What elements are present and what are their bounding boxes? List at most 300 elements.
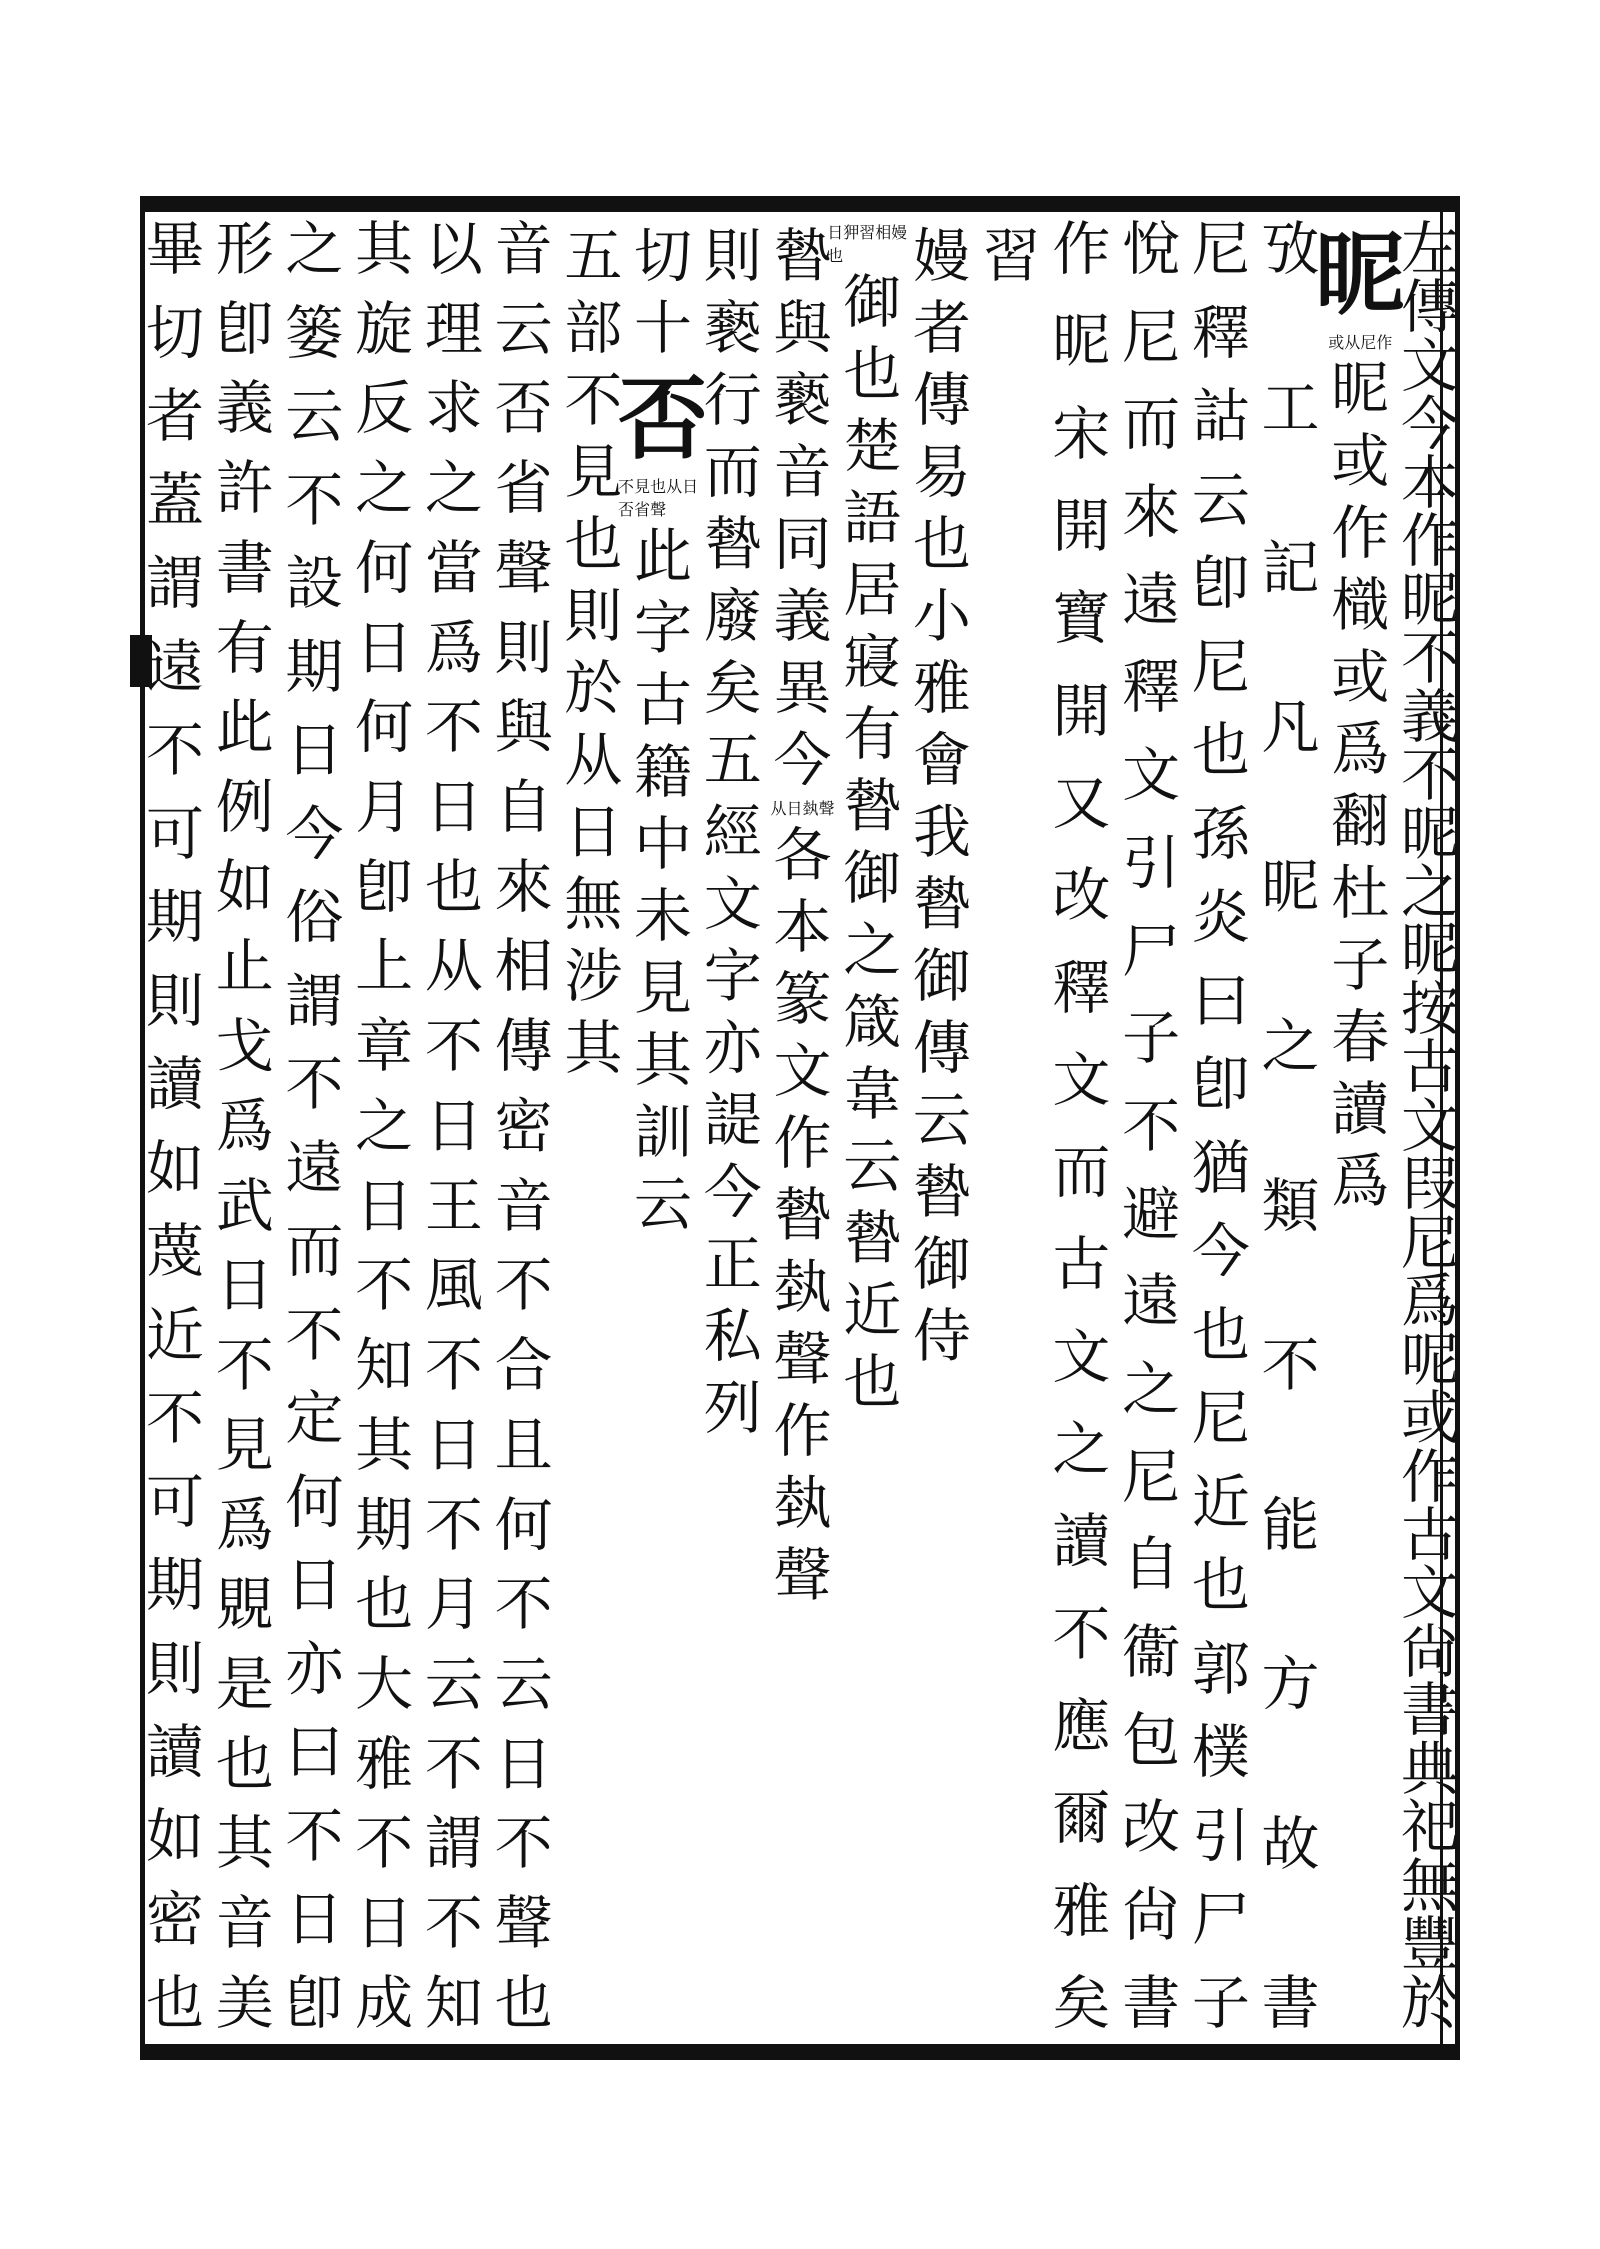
glyph: 文 [1052, 1322, 1111, 1391]
glyph: 尼 [1191, 220, 1250, 283]
glyph: 尸 [1122, 916, 1181, 985]
glyph: 典 [1400, 1734, 1459, 1803]
glyph: 書 [215, 533, 274, 602]
glyph: 其 [355, 220, 414, 283]
glyph: 春 [1331, 1003, 1390, 1071]
glyph: 當 [424, 533, 483, 602]
glyph: 切 [634, 222, 693, 290]
glyph: 从 [424, 932, 483, 1001]
text-segment [704, 220, 762, 724]
glyph: 不 [494, 1570, 553, 1639]
glyph: 不 [564, 366, 623, 434]
glyph: 云 [494, 1649, 553, 1718]
glyph: 韋 [843, 1060, 902, 1128]
glyph: 之 [1400, 857, 1459, 926]
glyph: 衞 [1122, 1618, 1181, 1686]
glyph: 求 [424, 374, 483, 443]
glyph: 改 [1122, 1793, 1181, 1862]
glyph: 美 [215, 1968, 274, 2032]
glyph: 可 [145, 1467, 204, 1536]
glyph: 者 [912, 294, 971, 362]
glyph: 作 [1400, 507, 1459, 576]
glyph: 讀 [145, 1050, 204, 1119]
glyph: 矣 [1052, 1968, 1111, 2032]
glyph: 行 [703, 366, 762, 434]
glyph: 卽 [215, 294, 274, 363]
glyph: 謂 [285, 966, 344, 1035]
glyph: 引 [1122, 828, 1181, 897]
glyph: 宋 [1052, 399, 1111, 468]
glyph: 與 [773, 294, 832, 362]
glyph: 不 [1261, 1331, 1320, 1400]
glyph: 月 [424, 1570, 483, 1639]
glyph: 可 [145, 799, 204, 868]
glyph: 文 [1400, 1559, 1459, 1628]
glyph: 記 [1261, 533, 1320, 602]
glyph: 也 [1191, 1551, 1250, 1620]
glyph: 王 [424, 1171, 483, 1240]
glyph: 之 [1261, 1012, 1320, 1081]
glyph: 風 [424, 1251, 483, 1320]
glyph: 古 [1052, 1230, 1111, 1299]
glyph: 昵 [1331, 355, 1390, 423]
glyph: 工 [1261, 374, 1320, 443]
glyph: 蓋 [145, 465, 204, 534]
glyph: 覞 [215, 1570, 274, 1639]
glyph: 聲 [494, 533, 553, 602]
glyph: 今 [285, 799, 344, 868]
glyph: 月 [355, 773, 414, 842]
text-column [1047, 220, 1115, 2032]
glyph: 叚 [1400, 1150, 1459, 1219]
glyph: 爲 [1331, 1147, 1390, 1215]
glyph: 則 [145, 966, 204, 1035]
glyph: 楚 [843, 412, 902, 480]
glyph: 義 [773, 582, 832, 650]
glyph: 文 [1400, 331, 1459, 400]
headword-glyph: 从 [666, 477, 683, 496]
glyph: 則 [564, 582, 623, 650]
glyph: 雅 [912, 654, 971, 722]
glyph: 聲 [773, 1541, 832, 1609]
glyph: 云 [1191, 465, 1250, 534]
text-column [420, 220, 488, 2032]
glyph: 或 [1331, 427, 1390, 495]
glyph: 改 [1052, 861, 1111, 930]
glyph: 卽 [1191, 549, 1250, 618]
glyph: 許 [215, 454, 274, 523]
glyph: 暬 [703, 510, 762, 578]
text-segment [704, 724, 762, 1444]
glyph: 義 [215, 374, 274, 443]
glyph: 郭 [1191, 1634, 1250, 1703]
glyph: 正 [703, 1230, 762, 1298]
glyph: 知 [424, 1968, 483, 2032]
glyph: 形 [215, 220, 274, 283]
glyph: 書 [1400, 1676, 1459, 1745]
glyph: 無 [564, 870, 623, 938]
glyph: 嫚 [912, 222, 971, 290]
glyph: 今 [773, 726, 832, 794]
glyph: 否 [494, 374, 553, 443]
glyph: 遠 [145, 632, 204, 701]
glyph: 猶 [1191, 1133, 1250, 1202]
text-segment [983, 220, 1041, 292]
glyph: 悅 [1122, 220, 1181, 283]
glyph: 自 [1122, 1530, 1181, 1599]
headword-glyph: 从 [770, 799, 787, 818]
glyph: 日 [285, 1551, 344, 1620]
glyph: 云 [285, 382, 344, 451]
glyph: 云 [424, 1649, 483, 1718]
glyph: 反 [355, 374, 414, 443]
headword-glyph: 嫚 [891, 223, 908, 242]
text-column [141, 220, 209, 2032]
headword-glyph: 否 [618, 500, 635, 519]
glyph: 我 [912, 798, 971, 866]
glyph: 近 [843, 1276, 902, 1344]
glyph: 雅 [355, 1729, 414, 1798]
glyph: 尼 [1191, 1384, 1250, 1453]
glyph: 日 [355, 613, 414, 682]
glyph: 不 [285, 1300, 344, 1369]
glyph: 自 [494, 773, 553, 842]
glyph: 不 [1052, 1599, 1111, 1668]
glyph: 不 [424, 1889, 483, 1958]
glyph: 日 [355, 1171, 414, 1240]
glyph: 日 [355, 1889, 414, 1958]
seal-glyph: 否 [618, 366, 709, 472]
glyph: 類 [1261, 1171, 1320, 1240]
glyph: 翻 [1331, 787, 1390, 855]
glyph: 武 [215, 1171, 274, 1240]
glyph: 日 [494, 1729, 553, 1798]
glyph: 私 [703, 1302, 762, 1370]
glyph: 褻 [703, 294, 762, 362]
glyph: 埶 [773, 1469, 832, 1537]
glyph: 五 [703, 726, 762, 794]
glyph: 密 [145, 1885, 204, 1954]
glyph: 經 [703, 798, 762, 866]
glyph: 異 [773, 654, 832, 722]
glyph: 爲 [424, 613, 483, 682]
glyph: 故 [1261, 1809, 1320, 1878]
glyph: 籍 [634, 738, 693, 806]
glyph: 也 [843, 340, 902, 408]
glyph: 訓 [634, 1098, 693, 1166]
text-segment [773, 819, 831, 1611]
glyph: 不 [355, 1251, 414, 1320]
glyph: 大 [355, 1649, 414, 1718]
text-segment [564, 364, 622, 1084]
glyph: 期 [145, 883, 204, 952]
text-column [211, 220, 279, 2032]
glyph: 也 [1191, 716, 1250, 785]
glyph: 不 [424, 693, 483, 762]
glyph: 小 [912, 582, 971, 650]
glyph: 有 [843, 700, 902, 768]
glyph: 御 [912, 1230, 971, 1298]
glyph: 云 [494, 294, 553, 363]
text-column [490, 220, 558, 2032]
glyph: 之 [843, 916, 902, 984]
glyph: 篆 [773, 965, 832, 1033]
glyph: 作 [773, 1397, 832, 1465]
glyph: 開 [1052, 676, 1111, 745]
glyph: 也 [564, 510, 623, 578]
headword-glyph: 从 [1344, 333, 1361, 352]
glyph: 諟 [703, 1086, 762, 1154]
glyph: 書 [1261, 1968, 1320, 2032]
glyph: 爲 [215, 1091, 274, 1160]
glyph: 樸 [1191, 1718, 1250, 1787]
glyph: 侍 [912, 1302, 971, 1370]
glyph: 遠 [1122, 565, 1181, 634]
glyph: 文 [1400, 1091, 1459, 1160]
glyph: 古 [634, 666, 693, 734]
glyph: 避 [1122, 1179, 1181, 1248]
glyph: 成 [355, 1968, 414, 2032]
glyph: 於 [564, 654, 623, 722]
glyph: 爲 [215, 1490, 274, 1559]
glyph: 如 [145, 1801, 204, 1870]
glyph: 子 [1122, 1004, 1181, 1073]
glyph: 攷 [1261, 220, 1320, 283]
glyph: 云 [843, 1132, 902, 1200]
glyph: 昵 [1400, 799, 1459, 868]
headword-glyph: 埶 [802, 799, 819, 818]
glyph: 傳 [912, 1014, 971, 1082]
glyph: 褻 [773, 366, 832, 434]
glyph: 雅 [1052, 1876, 1111, 1945]
headword-glyph: 狎 [843, 223, 860, 242]
glyph: 習 [982, 222, 1041, 290]
glyph: 日 [564, 798, 623, 866]
glyph: 尸 [1191, 1885, 1250, 1954]
glyph: 而 [1122, 390, 1181, 459]
text-segment [1328, 330, 1392, 353]
glyph: 如 [215, 852, 274, 921]
glyph: 是 [215, 1649, 274, 1718]
glyph: 之 [1052, 1415, 1111, 1484]
glyph: 今 [1400, 390, 1459, 459]
glyph: 中 [634, 810, 693, 878]
glyph: 上 [355, 932, 414, 1001]
glyph: 也 [912, 510, 971, 578]
glyph: 居 [843, 556, 902, 624]
glyph: 日 [215, 1251, 274, 1320]
glyph: 詁 [1191, 382, 1250, 451]
glyph: 期 [355, 1490, 414, 1559]
glyph: 旋 [355, 294, 414, 363]
glyph: 尙 [1400, 1617, 1459, 1686]
glyph: 御 [843, 844, 902, 912]
glyph: 遠 [1122, 1267, 1181, 1336]
glyph: 理 [424, 294, 483, 363]
glyph: 左 [1400, 220, 1459, 283]
glyph: 期 [145, 1551, 204, 1620]
text-segment [770, 796, 834, 819]
glyph: 釋 [1122, 653, 1181, 722]
glyph: 卽 [285, 1968, 344, 2032]
glyph: 有 [215, 613, 274, 682]
headword-glyph: 日 [827, 223, 844, 242]
glyph: 列 [703, 1374, 762, 1442]
glyph: 音 [494, 1171, 553, 1240]
glyph: 遠 [285, 1133, 344, 1202]
glyph: 古 [1400, 1033, 1459, 1102]
glyph: 御 [843, 268, 902, 336]
glyph: 今 [703, 1158, 762, 1226]
glyph: 昵 [1261, 852, 1320, 921]
glyph: 能 [1261, 1490, 1320, 1559]
glyph: 字 [634, 594, 693, 662]
glyph: 曰 [1191, 966, 1250, 1035]
glyph: 讀 [145, 1718, 204, 1787]
glyph: 以 [424, 220, 483, 283]
glyph: 此 [215, 693, 274, 762]
glyph: 開 [1052, 491, 1111, 560]
glyph: 寢 [843, 628, 902, 696]
glyph: 密 [494, 1091, 553, 1160]
glyph: 本 [1400, 448, 1459, 517]
glyph: 易 [912, 438, 971, 506]
glyph: 何 [285, 1467, 344, 1536]
glyph: 傳 [1400, 273, 1459, 342]
glyph: 定 [285, 1384, 344, 1453]
glyph: 傳 [912, 366, 971, 434]
glyph: 何 [494, 1490, 553, 1559]
glyph: 而 [285, 1217, 344, 1286]
glyph: 卽 [1191, 1050, 1250, 1119]
glyph: 祀 [1400, 1793, 1459, 1862]
glyph: 不 [424, 1012, 483, 1081]
glyph: 暬 [773, 222, 832, 290]
glyph: 不 [1122, 1091, 1181, 1160]
glyph: 釋 [1191, 298, 1250, 367]
glyph: 聲 [773, 1325, 832, 1393]
glyph: 今 [1191, 1217, 1250, 1286]
glyph: 近 [145, 1300, 204, 1369]
glyph: 設 [285, 549, 344, 618]
glyph: 暬 [843, 1204, 902, 1272]
headword-glyph: 尼 [1360, 333, 1377, 352]
glyph: 不 [1400, 741, 1459, 810]
glyph: 日 [285, 1885, 344, 1954]
glyph: 尼 [1122, 1442, 1181, 1511]
glyph: 引 [1191, 1801, 1250, 1870]
glyph: 爲 [1400, 1267, 1459, 1336]
headword-glyph: 聲 [650, 500, 667, 519]
glyph: 之 [285, 220, 344, 283]
glyph: 又 [1052, 768, 1111, 837]
glyph: 包 [1122, 1705, 1181, 1774]
text-segment [634, 520, 692, 1240]
glyph: 不 [424, 1490, 483, 1559]
glyph: 子 [1191, 1968, 1250, 2032]
glyph: 而 [1052, 1138, 1111, 1207]
glyph: 省 [494, 454, 553, 523]
glyph: 讀 [1052, 1507, 1111, 1576]
glyph: 見 [215, 1410, 274, 1479]
glyph: 尼 [1400, 1208, 1459, 1277]
glyph: 其 [564, 1014, 623, 1082]
glyph: 昵 [1052, 307, 1111, 376]
glyph: 則 [703, 222, 762, 290]
glyph: 音 [773, 438, 832, 506]
glyph: 爲 [1331, 715, 1390, 783]
glyph: 同 [773, 510, 832, 578]
glyph: 止 [215, 932, 274, 1001]
text-segment [843, 266, 901, 1418]
text-column [280, 220, 348, 2032]
glyph: 卽 [355, 852, 414, 921]
glyph: 亦 [703, 1014, 762, 1082]
glyph: 暬 [912, 1158, 971, 1226]
headword-glyph: 習 [859, 223, 876, 242]
glyph: 近 [1191, 1467, 1250, 1536]
glyph: 按 [1400, 974, 1459, 1043]
glyph: 之 [424, 454, 483, 523]
glyph: 炎 [1191, 883, 1250, 952]
glyph: 杜 [1331, 859, 1390, 927]
glyph: 未 [634, 882, 693, 950]
glyph: 暬 [912, 870, 971, 938]
glyph: 或 [1400, 1384, 1459, 1453]
glyph: 各 [773, 821, 832, 889]
text-column [1257, 220, 1325, 2032]
glyph: 則 [145, 1634, 204, 1703]
glyph: 其 [634, 1026, 693, 1094]
glyph: 語 [843, 484, 902, 552]
glyph: 昵 [1400, 916, 1459, 985]
glyph: 何 [355, 693, 414, 762]
glyph: 方 [1261, 1650, 1320, 1719]
glyph: 畢 [145, 220, 204, 283]
glyph: 來 [494, 852, 553, 921]
glyph: 蔑 [145, 1217, 204, 1286]
glyph: 謂 [424, 1809, 483, 1878]
glyph: 知 [355, 1331, 414, 1400]
headword-glyph: 相 [875, 223, 892, 242]
glyph: 之 [355, 454, 414, 523]
glyph: 不 [494, 1251, 553, 1320]
glyph: 無 [1400, 1851, 1459, 1920]
glyph: 子 [1331, 931, 1390, 999]
text-segment [564, 220, 622, 364]
glyph: 讀 [1331, 1075, 1390, 1143]
glyph: 也 [424, 852, 483, 921]
glyph: 涉 [564, 942, 623, 1010]
glyph: 合 [494, 1331, 553, 1400]
glyph: 埶 [773, 1253, 832, 1321]
glyph: 寶 [1052, 584, 1111, 653]
glyph: 則 [494, 613, 553, 682]
headword-glyph: 不 [618, 477, 635, 496]
headword-glyph: 或 [1328, 333, 1345, 352]
glyph: 昵 [1400, 565, 1459, 634]
glyph: 不 [145, 1384, 204, 1453]
headword-glyph: 也 [827, 246, 844, 265]
glyph: 也 [215, 1729, 274, 1798]
text-column [1187, 220, 1255, 2032]
headword-glyph: 也 [650, 477, 667, 496]
glyph: 五 [564, 222, 623, 290]
glyph: 尼 [1122, 302, 1181, 371]
glyph: 切 [145, 298, 204, 367]
glyph: 廢 [703, 582, 762, 650]
glyph: 此 [634, 522, 693, 590]
